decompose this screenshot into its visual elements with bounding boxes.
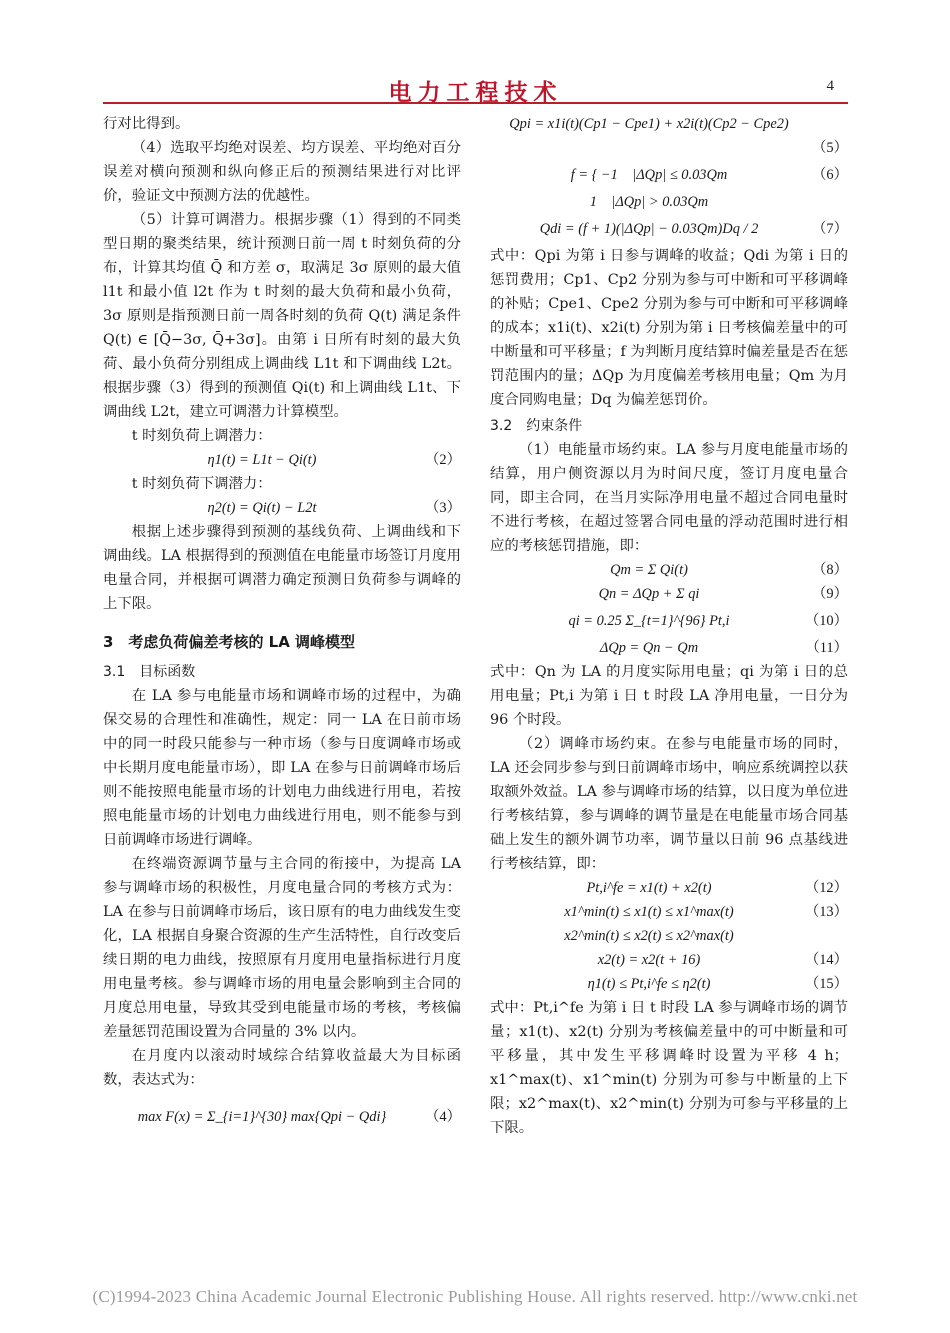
equation-8 (490, 558, 848, 582)
equation-expression: max F(x) = Σ_{i=1}^{30} max{Qpi − Qdi} (137, 1109, 387, 1125)
equation-9 (490, 582, 848, 606)
paragraph: 行对比得到。 (103, 116, 190, 132)
paragraph: （5）计算可调潜力。根据步骤（1）得到的不同类型日期的聚类结果，统计预测日前一周 t 时刻负荷的分布，计算其均值 Q̄ 和方差 σ，取满足 3σ 原则的最大值 l1t 和最小值 l2t 作为 t 时刻的最大负荷和最小负荷，3σ 原则是指预测日前一周各时刻的负荷 Q(t) 满足条件 Q(t) ∈ [Q̄−3σ, Q̄+3σ]。由第 i 日所有时刻的最大负荷、最小负荷分别组成上调曲线 L1t 和下调曲线 L2t。根据步骤（3）得到的预测值 Qi(t) 和上调曲线 L1t、下调曲线 L2t，建立可调潜力计算模型。 (103, 212, 461, 420)
paragraph: 式中：Qpi 为第 i 日参与调峰的收益；Qdi 为第 i 日的惩罚费用；Cp1、Cp2 分别为参与可中断和可平移调峰的补贴；Cpe1、Cpe2 分别为参与可中断和可平移调峰的成本；x1i(t)、x2i(t) 分别为第 i 日考核偏差量中的可中断量和可平移量；f 为判断月度结算时偏差量是否在惩罚范围内的量；ΔQp 为月度偏差考核用电量；Qm 为月度合同购电量；Dq 为偏差惩罚价。 (490, 248, 848, 408)
equation-expression: x2^min(t) ≤ x2(t) ≤ x2^max(t) (564, 928, 734, 944)
equation-expression: Qdi = (f + 1)(|ΔQp| − 0.03Qm)Dq / 2 (539, 221, 759, 237)
equation-number: （4） (425, 1109, 461, 1125)
equation-5 (490, 112, 848, 136)
equation-number: （8） (812, 562, 848, 578)
paragraph: 在月度内以滚动时域综合结算收益最大为目标函数，表达式为： (103, 1048, 461, 1088)
section-heading: 3 考虑负荷偏差考核的 LA 调峰模型 (103, 633, 356, 651)
equation-expression: x2(t) = x2(t + 16) (597, 952, 701, 968)
paragraph: 式中：Pt,i^fe 为第 i 日 t 时段 LA 参与调峰市场的调节量；x1(t)、x2(t) 分别为考核偏差量中的可中断量和可平移量，其中发生平移调峰时设置为平移 4 h；x1^max(t)、x1^min(t) 分别为可参与中断量的上下限；x2^max(t)、x2^min(t) 分别为可参与平移量的上下限。 (490, 1000, 848, 1136)
paragraph: （1）电能量市场约束。LA 参与月度电能量市场的结算，用户侧资源以月为时间尺度，签订月度电量合同，即主合同，在当月实际净用电量不超过合同电量时不进行考核，在超过签署合同电量的浮动范围时进行相应的考核惩罚措施，即： (490, 442, 848, 554)
equation-14 (490, 948, 848, 972)
paragraph: （4）选取平均绝对误差、均方误差、平均绝对百分误差对横向预测和纵向修正后的预测结果进行对比评价，验证文中预测方法的优越性。 (103, 140, 461, 204)
equation-7 (490, 214, 848, 244)
equation-number: （11） (805, 640, 848, 656)
subsection-heading: 3.1 目标函数 (103, 664, 196, 680)
equation-number: （9） (812, 586, 848, 602)
equation-number: （13） (804, 904, 848, 920)
equation-expression: ΔQp = Qn − Qm (599, 640, 699, 656)
equation-3 (103, 496, 461, 520)
equation-15 (490, 972, 848, 996)
equation-10 (490, 606, 848, 636)
equation-expression: f = { −1 |ΔQp| ≤ 0.03Qm (570, 167, 728, 183)
equation-expression: x1^min(t) ≤ x1(t) ≤ x1^max(t) (564, 904, 734, 920)
equation-expression: η1(t) ≤ Pt,i^fe ≤ η2(t) (587, 976, 711, 992)
equation-label: t 时刻负荷下调潜力： (131, 476, 272, 492)
subsection-heading: 3.2 约束条件 (490, 418, 583, 434)
equation-4 (103, 1092, 461, 1142)
equation-2 (103, 448, 461, 472)
equation-11 (490, 636, 848, 660)
paragraph: 在终端资源调节量与主合同的衔接中，为提高 LA 参与调峰市场的积极性，月度电量合同的考核方式为：LA 在参与日前调峰市场后，该日原有的电力曲线发生变化，LA 根据自身聚合资源的生产生活特性，自行改变后续日期的电力曲线，按照原有月度用电量指标进行月度用电量考核。参与调峰市场的用电量会影响到主合同的月度总用电量，导致其受到电能量市场的考核，考核偏差量惩罚范围设置为合同量的 3% 以内。 (103, 856, 461, 1040)
equation-number: （12） (804, 880, 848, 896)
equation-expression: qi = 0.25 Σ_{t=1}^{96} Pt,i (568, 613, 730, 629)
equation-expression: η2(t) = Qi(t) − L2t (207, 500, 317, 516)
equation-label: t 时刻负荷上调潜力： (131, 428, 272, 444)
right-column (490, 112, 848, 1140)
equation-expression: Pt,i^fe = x1(t) + x2(t) (586, 880, 712, 896)
equation-expression: Qpi = x1i(t)(Cp1 − Cpe1) + x2i(t)(Cp2 − Cpe2) (509, 116, 789, 132)
equation-number: （3） (425, 500, 461, 516)
equation-number: （2） (425, 452, 461, 468)
equation-12 (490, 876, 848, 900)
equation-number: （10） (804, 613, 848, 629)
equation-13 (490, 900, 848, 924)
equation-number: （15） (804, 976, 848, 992)
equation-number: （5） (812, 140, 848, 156)
equation-expression: Qn = ΔQp + Σ qi (598, 586, 700, 602)
equation-13-line-2 (490, 924, 848, 948)
paragraph: 式中：Qn 为 LA 的月度实际用电量；qi 为第 i 日的总用电量；Pt,i 为第 i 日 t 时段 LA 净用电量，一日分为 96 个时段。 (490, 664, 848, 728)
left-column (103, 112, 461, 1142)
copyright-footer: (C)1994-2023 China Academic Journal Electronic Publishing House. All rights reserved. http://www.cnki.net (92, 1287, 858, 1306)
equation-expression: 1 |ΔQp| > 0.03Qm (589, 194, 709, 210)
page-header (103, 72, 848, 104)
paragraph: 在 LA 参与电能量市场和调峰市场的过程中，为确保交易的合理性和准确性，规定：同一 LA 在日前市场中的同一时段只能参与一种市场（参与日度调峰市场或中长期月度电能量市场），即 LA 在参与日前调峰市场后则不能按照电能量市场的计划电力曲线进行用电，若按照电能量市场的计划电力曲线进行用电，则不能参与到日前调峰市场进行调峰。 (103, 688, 461, 848)
paragraph: 根据上述步骤得到预测的基线负荷、上调曲线和下调曲线。LA 根据得到的预测值在电能量市场签订月度用电量合同，并根据可调潜力确定预测日负荷参与调峰的上下限。 (103, 524, 461, 612)
equation-number: （14） (804, 952, 848, 968)
paragraph: （2）调峰市场约束。在参与电能量市场的同时，LA 还会同步参与到日前调峰市场中，响应系统调控以获取额外效益。LA 参与调峰市场的结算，以日度为单位进行考核结算，参与调峰的调节量是在电能量市场合同基础上发生的额外调节功率，调节量以日前 96 点基线进行考核结算，即： (490, 736, 848, 872)
equation-expression: Qm = Σ Qi(t) (610, 562, 688, 578)
equation-number: （6） (812, 167, 848, 183)
journal-title: 电力工程技术 (388, 80, 563, 106)
page-number: 4 (826, 78, 834, 94)
equation-6-line-2 (490, 190, 848, 214)
equation-6 (490, 160, 848, 190)
equation-number: （7） (812, 221, 848, 237)
equation-expression: η1(t) = L1t − Qi(t) (207, 452, 317, 468)
